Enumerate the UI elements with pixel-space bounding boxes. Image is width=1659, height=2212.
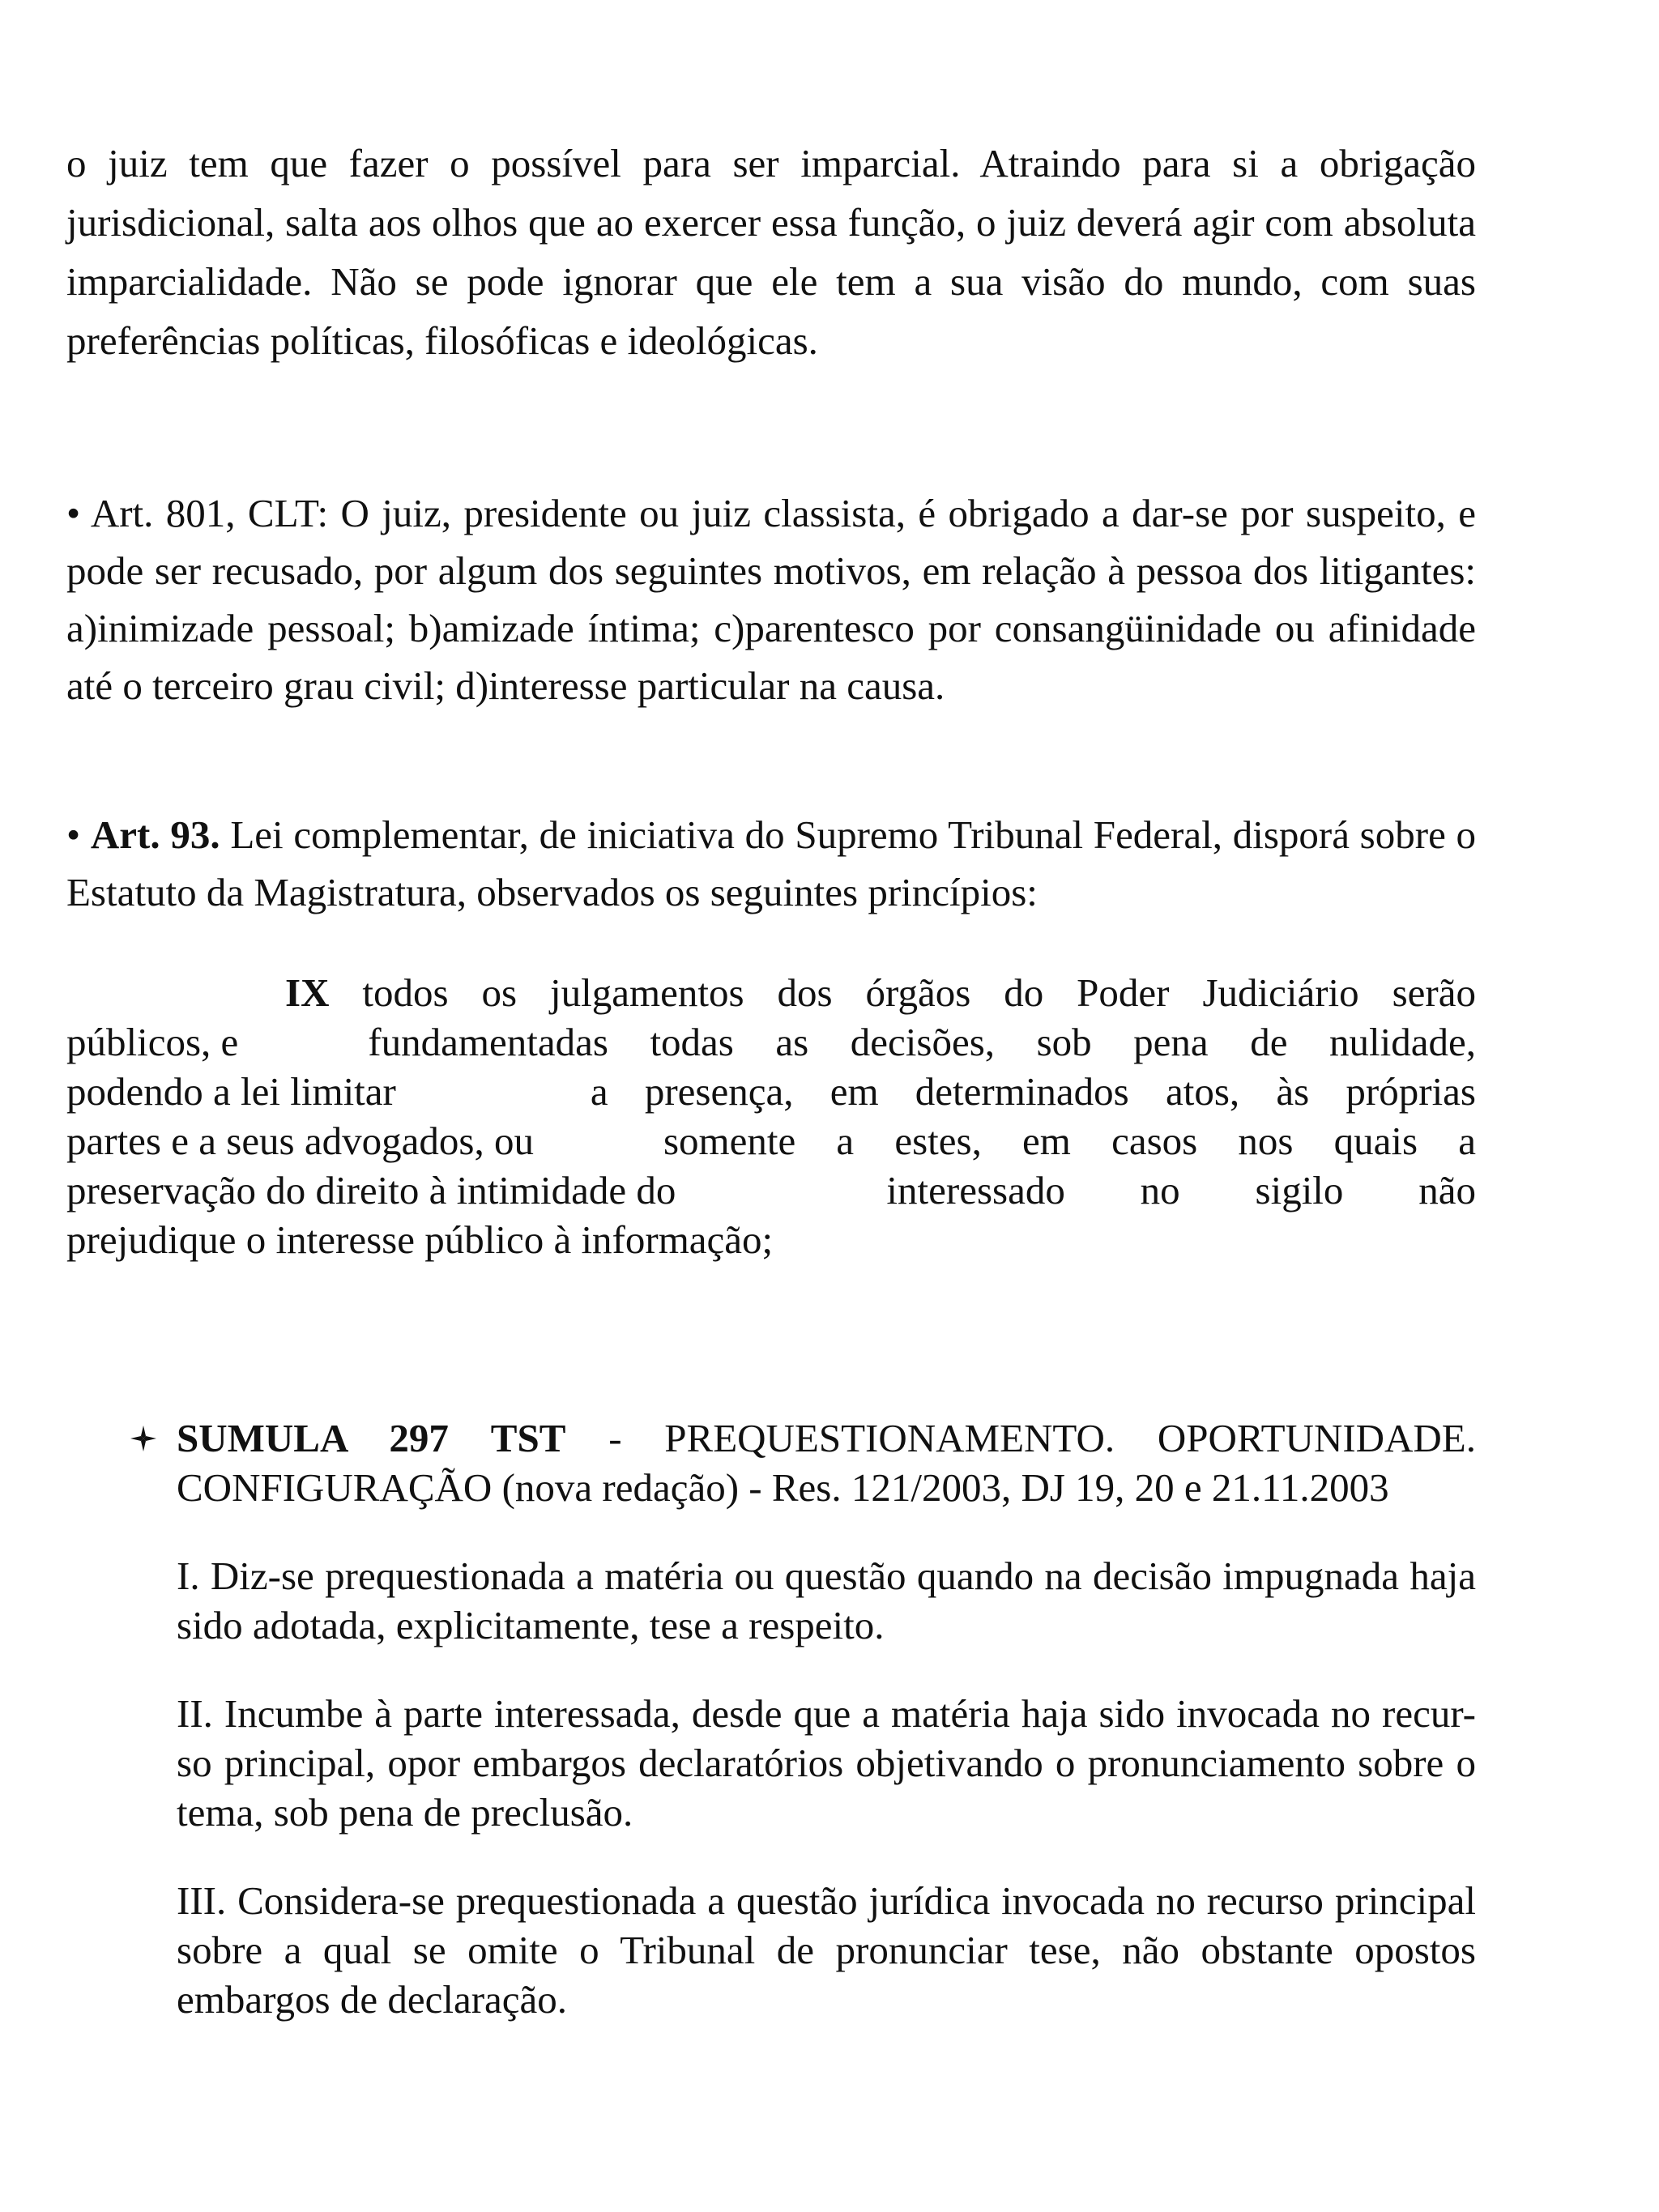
inciso-ix-line-6: prejudique o interesse público à informação;: [66, 1217, 774, 1262]
paragraph-imparcialidade: o juiz tem que fazer o possível para ser imparcial. Atraindo para si a obrigação jurisdicional, salta aos olhos que ao exercer essa função, o juiz deverá agir com absoluta imparcialidade. Não se pode ignorar que ele tem a sua visão do mundo, com suas preferências políticas, filosóficas e ideológicas.: [66, 141, 1476, 363]
diamond-bullet-icon: [130, 1425, 157, 1452]
sumula-297-title: SUMULA 297 TST: [177, 1416, 566, 1460]
inciso-ix-line-3: podendo a lei limitar a presença, em determinados atos, às próprias: [66, 1069, 1476, 1114]
paragraph-art-93: [66, 806, 1476, 921]
sumula-297-heading: [130, 1413, 1476, 1512]
paragraph-inciso-ix: [66, 968, 1476, 1264]
inciso-ix-line-4: partes e a seus advogados, ou somente a estes, em casos nos quais a: [66, 1119, 1476, 1163]
inciso-ix-line-2: públicos, e fundamentadas todas as decisões, sob pena de nulidade,: [66, 1020, 1476, 1064]
bullet: •: [66, 812, 81, 857]
sumula-item-ii: II. Incumbe à parte interessada, desde que a matéria haja sido invocada no recur-so principal, opor embargos declaratórios objetivando o pronunciamento sobre o tema, sob pena de preclusão.: [177, 1691, 1476, 1835]
sumula-item-iii: III. Considera-se prequestionada a questão jurídica invocada no recurso principal sobre a qual se omite o Tribunal de pronunciar tese, não obstante opostos embargos de declaração.: [177, 1878, 1476, 2022]
art-93-label: Art. 93.: [90, 812, 220, 857]
inciso-ix-line-5: preservação do direito à intimidade do interessado no sigilo não: [66, 1168, 1476, 1213]
paragraph-art-801-clt: • Art. 801, CLT: O juiz, presidente ou juiz classista, é obrigado a dar-se por suspeito, e pode ser recusado, por algum dos seguintes motivos, em relação à pessoa dos litigantes: a)inimizade pessoal; b)amizade íntima; c)parentesco por consangüinidade ou afinidade até o terceiro grau civil; d)interesse particular na causa.: [66, 491, 1476, 708]
art-93-text: Lei complementar, de iniciativa do Supremo Tribunal Federal, disporá sobre o Estatuto da Magistratura, observados os seguintes princípios:: [66, 812, 1477, 914]
inciso-ix-label: IX: [285, 970, 330, 1015]
sumula-item-i: I. Diz-se prequestionada a matéria ou questão quando na decisão impugnada haja sido adotada, explicitamente, tese a respeito.: [177, 1554, 1476, 1647]
sumula-297-subtitle: - PREQUESTIONAMENTO. OPORTUNIDADE. CONFIGURAÇÃO (nova redação) - Res. 121/2003, DJ 19, 20 e 21.11.2003: [177, 1416, 1476, 1510]
sumula-297-section: [130, 1413, 1476, 2024]
inciso-ix-line-1: IX todos os julgamentos dos órgãos do Poder Judiciário serão: [285, 970, 1476, 1015]
